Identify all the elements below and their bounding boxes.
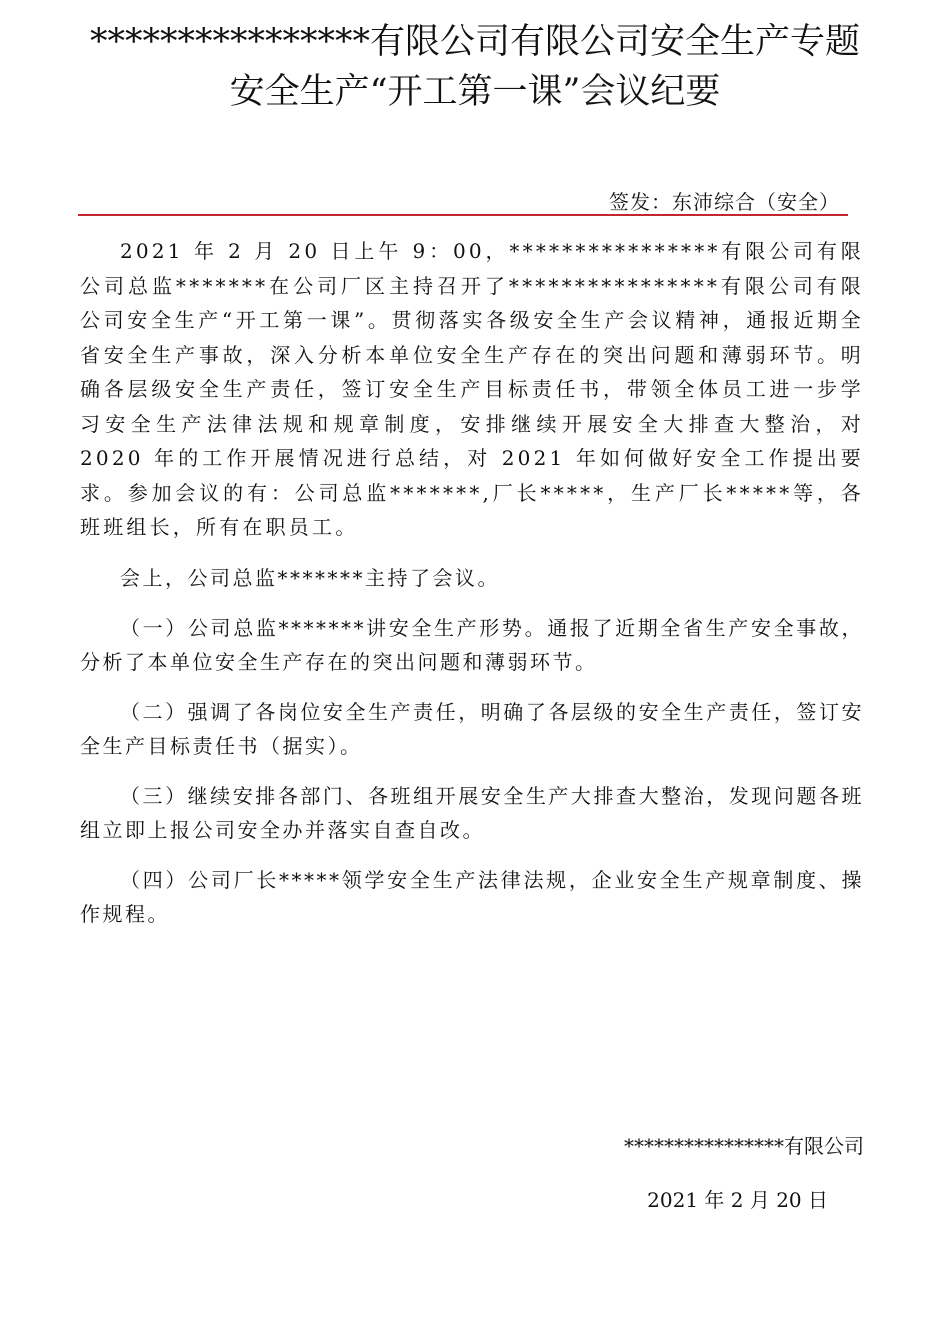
footer-company-name: ****************有限公司 [624,1134,864,1158]
body-paragraph-intro: 2021 年 2 月 20 日上午 9：00，****************有限公司有限公司总监*******在公司厂区主持召开了****************有限公司有限公司安全生产“开工第一课”。贯彻落实各级安全生产会议精神，通报近期全省安全生产事故，深入分析本单位安全生产存在的突出问题和薄弱环节。明确各层级安全生产责任，签订安全生产目标责任书，带领全体员工进一步学习安全生产法律法规和规章制度，安排继续开展安全大排查大整治，对 2020 年的工作开展情况进行总结，对 2021 年如何做好安全工作提出要求。参加会议的有：公司总监*******,厂长*****，生产厂长*****等，各班班组长，所有在职员工。 [80,239,864,539]
document-title-line-1: ****************有限公司有限公司安全生产专题 [89,22,860,62]
document-body [80,234,864,947]
body-paragraph-item-3: （三）继续安排各部门、各班组开展安全生产大排查大整治，发现问题各班组立即上报公司安全办并落实自查自改。 [80,783,864,842]
red-divider-line [78,214,848,216]
issuer-line: 签发：东沛综合（安全） [609,190,840,214]
document-title-line-2: 安全生产“开工第一课”会议纪要 [229,72,721,112]
body-paragraph-item-2: （二）强调了各岗位安全生产责任，明确了各层级的安全生产责任，签订安全生产目标责任书（据实）。 [80,699,864,758]
body-paragraph-item-1: （一）公司总监*******讲安全生产形势。通报了近期全省生产安全事故，分析了本单位安全生产存在的突出问题和薄弱环节。 [80,615,864,674]
footer-date: 2021 年 2 月 20 日 [647,1188,828,1212]
body-paragraph-meeting-host: 会上，公司总监*******主持了会议。 [120,565,500,590]
body-paragraph-item-4: （四）公司厂长*****领学安全生产法律法规，企业安全生产规章制度、操作规程。 [80,867,864,926]
